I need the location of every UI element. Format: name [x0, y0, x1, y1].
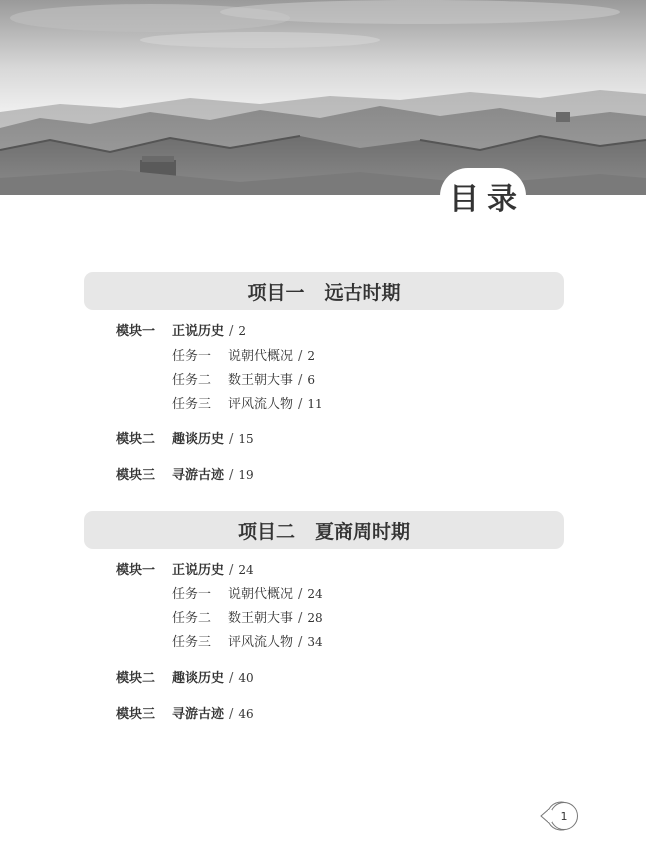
toc-task-entry[interactable] [172, 586, 323, 603]
task-label: 任务三 [172, 397, 212, 412]
page-number: 2 [238, 324, 247, 338]
page-separator: / [229, 563, 234, 578]
page-number: 6 [307, 373, 316, 387]
module-label: 模块一 [116, 563, 156, 578]
task-name: 评风流人物 [228, 397, 294, 412]
page-separator: / [298, 587, 303, 602]
task-label: 任务一 [172, 587, 212, 602]
page-number: 15 [238, 432, 254, 446]
task-name: 数王朝大事 [228, 373, 294, 388]
project-heading-2 [84, 511, 564, 549]
project-name: 夏商周时期 [315, 520, 411, 543]
page-number: 2 [307, 349, 316, 363]
page-separator: / [229, 324, 234, 339]
footer-page-number: 1 [560, 809, 568, 823]
project-label: 项目二 [237, 520, 295, 543]
toc-title [440, 168, 526, 224]
toc-task-entry[interactable] [172, 610, 323, 627]
page-number: 19 [238, 468, 254, 482]
project-name: 远古时期 [324, 281, 401, 304]
page-number: 11 [307, 397, 323, 411]
toc-module-entry[interactable] [116, 706, 254, 723]
task-label: 任务二 [172, 611, 212, 626]
module-label: 模块三 [116, 707, 156, 722]
module-name: 寻游古迹 [172, 468, 225, 483]
task-label: 任务二 [172, 373, 212, 388]
module-name: 寻游古迹 [172, 707, 225, 722]
page-separator: / [298, 349, 303, 364]
page-separator: / [229, 432, 234, 447]
toc-task-entry[interactable] [172, 372, 315, 389]
module-label: 模块二 [116, 671, 156, 686]
toc-module-entry[interactable] [116, 562, 254, 579]
task-name: 说朝代概况 [228, 587, 294, 602]
task-name: 说朝代概况 [228, 349, 294, 364]
page-number: 46 [238, 707, 254, 721]
project-title [247, 278, 400, 305]
task-label: 任务一 [172, 349, 212, 364]
page-separator: / [298, 611, 303, 626]
module-name: 正说历史 [172, 324, 225, 339]
page-separator: / [229, 468, 234, 483]
module-name: 趣谈历史 [172, 671, 225, 686]
module-label: 模块二 [116, 432, 156, 447]
page-number: 24 [307, 587, 323, 601]
page-number: 28 [307, 611, 323, 625]
toc-title-char-1: 目 [449, 182, 479, 217]
header-banner-image [0, 0, 646, 195]
project-heading-1 [84, 272, 564, 310]
module-name: 趣谈历史 [172, 432, 225, 447]
toc-title-char-2: 录 [487, 182, 517, 217]
toc-module-entry[interactable] [116, 431, 254, 448]
page-separator: / [229, 671, 234, 686]
page-number: 24 [238, 563, 254, 577]
page-separator: / [298, 635, 303, 650]
page-separator: / [229, 707, 234, 722]
toc-task-entry[interactable] [172, 348, 315, 365]
project-title [238, 517, 410, 544]
page-number: 34 [307, 635, 323, 649]
page-separator: / [298, 373, 303, 388]
toc-task-entry[interactable] [172, 396, 323, 413]
task-name: 评风流人物 [228, 635, 294, 650]
task-label: 任务三 [172, 635, 212, 650]
page-number: 40 [238, 671, 254, 685]
toc-module-entry[interactable] [116, 323, 246, 340]
great-wall-landscape-illustration [0, 0, 646, 195]
toc-task-entry[interactable] [172, 634, 323, 651]
module-name: 正说历史 [172, 563, 225, 578]
task-name: 数王朝大事 [228, 611, 294, 626]
page-separator: / [298, 397, 303, 412]
toc-module-entry[interactable] [116, 467, 254, 484]
module-label: 模块三 [116, 468, 156, 483]
module-label: 模块一 [116, 324, 156, 339]
project-label: 项目一 [247, 281, 305, 304]
toc-module-entry[interactable] [116, 670, 254, 687]
